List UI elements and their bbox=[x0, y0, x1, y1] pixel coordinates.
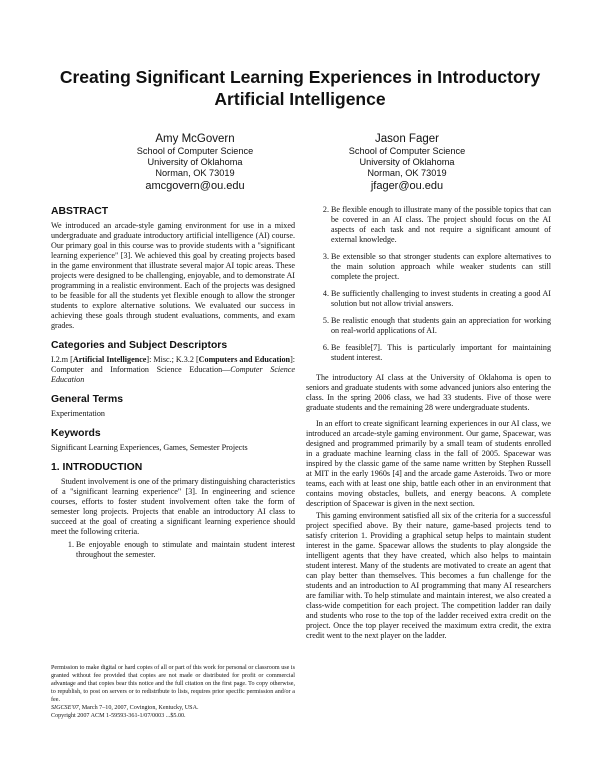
introduction-heading: 1. INTRODUCTION bbox=[51, 462, 143, 473]
intro-paragraph-4: This gaming environment satisfied all six of the criteria for a successful project specified above. By their nature, game-based projects tend to satisfy criterion 1. Providing a graphical setup helps to maintain student interest in the game. Spacewar allows the students to play alongside the intelligent agents that they have created, which also helps to maintain student interest. Many of the students are motivated to create an agent that can play better than themselves. This becomes a fun challenge for the students and an introduction to AI programming that many AI researchers are familiar with. To help stimulate and maintain interest, we also created a class-wide competition for each project. The competition ladder ran daily and students who rose to the top of the ladder received extra credit on the project. Once the top player received the maximum extra credit, the extra credit went to the next player on the ladder. bbox=[306, 511, 551, 640]
author-city: Norman, OK 73019 bbox=[155, 168, 235, 178]
title-line-2: Artificial Intelligence bbox=[214, 89, 386, 109]
criteria-list bbox=[51, 540, 295, 560]
author-city: Norman, OK 73019 bbox=[367, 168, 447, 178]
category-term-ai: Artificial Intelligence bbox=[72, 355, 147, 364]
general-terms-text: Experimentation bbox=[51, 409, 105, 418]
intro-paragraph-1: Student involvement is one of the primary distinguishing characteristics of a "significant learning experience" [3]. In engineering and science courses, efforts to foster student involvement often take the form of semester long projects. Projects that enable an introductory AI class to succeed at the goal of creating a significant learning experience should meet the following criteria. bbox=[51, 477, 295, 536]
category-mid: ]: Misc.; K.3.2 [ bbox=[146, 355, 199, 364]
keywords-text: Significant Learning Experiences, Games, Semester Projects bbox=[51, 443, 248, 452]
criteria-item: 3. Be extensible so that stronger students can explore alternatives to the main solution approach while weaker students can still complete the project. bbox=[331, 252, 551, 282]
author-email: amcgovern@ou.edu bbox=[145, 180, 245, 192]
author-dept: School of Computer Science bbox=[136, 146, 254, 156]
left-column bbox=[51, 205, 295, 567]
venue-line bbox=[51, 704, 295, 712]
category-mid-2: ]: Computer and Information Science Education— bbox=[51, 355, 296, 374]
venue-details: March 7–10, 2007, Covington, Kentucky, USA. bbox=[80, 705, 199, 711]
paper-title bbox=[40, 66, 560, 110]
category-term-education: Computers and Education bbox=[198, 355, 291, 364]
criteria-item: 2. Be flexible enough to illustrate many of the possible topics that can be covered in an AI class. The project should focus on the AI aspects of each task and not require a significant amount of external knowledge. bbox=[331, 205, 551, 245]
categories-text bbox=[51, 355, 295, 385]
author-email: jfager@ou.edu bbox=[370, 180, 444, 192]
criteria-item: 4. Be sufficiently challenging to invest students in creating a good AI solution but not allow trivial answers. bbox=[331, 289, 551, 309]
right-column bbox=[306, 205, 551, 643]
title-line-1: Creating Significant Learning Experiences in Introductory bbox=[59, 67, 541, 87]
permission-text: Permission to make digital or hard copies of all or part of this work for personal or classroom use is granted without fee provided that copies are not made or distributed for profit or commercial advantage and that copies bear this notice and the full citation on the first page. To copy otherwise, to republish, to post on servers or to redistribute to lists, requires prior specific permission and/or a fee. bbox=[51, 665, 295, 703]
author-university: University of Oklahoma bbox=[147, 157, 243, 167]
category-code: I.2.m [ bbox=[51, 355, 73, 364]
criteria-item: 6. Be feasible[7]. This is particularly important for maintaining student interest. bbox=[331, 343, 551, 363]
author-block-1 bbox=[95, 132, 295, 193]
copyright-line: Copyright 2007 ACM 1-59593-361-1/07/0003 ...$5.00. bbox=[51, 713, 186, 719]
author-dept: School of Computer Science bbox=[348, 146, 466, 156]
intro-paragraph-3: In an effort to create significant learning experiences in our AI class, we introduced an arcade-style gaming environment. Our game, Spacewar, was designed and programmed primarily by a small team of students enrolled in a graduate machine learning class in the fall of 2005. Spacewar was inspired by the classic game of the same name written by Stephen Russell at MIT in the early 1960s [4] and the arcade game Asteroids. Two or more teams, each with at least one ship, battle each other in an environment that contains moving obstacles, bullets, and energy beacons. A complete description of Spacewar is given in the next section. bbox=[306, 419, 551, 508]
abstract-text: We introduced an arcade-style gaming environment for use in a mixed undergraduate and graduate introductory artificial intelligence (AI) course. Our primary goal in this course was to provide students with a "significant learning experience" [3]. We achieved this goal by creating projects based in the game environment that illustrate several major AI topic areas. These projects were designed to be challenging, enjoyable, and to demonstrate AI programming in a realistic environment. Each of the projects was designed to be feasible for all the students yet flexible enough to allow the stronger students to explore alternative solutions. We evaluated our success in achieving these goals through student evaluations, comments, and exam grades. bbox=[51, 221, 295, 330]
abstract-heading: ABSTRACT bbox=[51, 206, 109, 217]
permission-footnote bbox=[51, 664, 295, 720]
author-university: University of Oklahoma bbox=[359, 157, 455, 167]
author-name: Amy McGovern bbox=[155, 133, 235, 145]
intro-paragraph-2: The introductory AI class at the University of Oklahoma is open to seniors and graduate students with some advanced juniors also entering the class. In the spring 2006 class, we had 33 students. Five of those were graduate students and the remaining 28 were undergraduate students. bbox=[306, 373, 551, 412]
keywords-heading: Keywords bbox=[51, 428, 101, 439]
categories-heading: Categories and Subject Descriptors bbox=[51, 340, 228, 351]
venue-name: SIGCSE'07, bbox=[51, 705, 81, 711]
general-terms-heading: General Terms bbox=[51, 394, 123, 405]
criteria-item: 1. Be enjoyable enough to stimulate and maintain student interest throughout the semester. bbox=[76, 540, 295, 560]
author-block-2 bbox=[307, 132, 507, 193]
author-name: Jason Fager bbox=[375, 133, 439, 145]
category-tail: Computer Science Education bbox=[51, 365, 295, 384]
criteria-list-continued bbox=[306, 205, 551, 363]
criteria-item: 5. Be realistic enough that students gain an appreciation for working on real-world applications of AI. bbox=[331, 316, 551, 336]
